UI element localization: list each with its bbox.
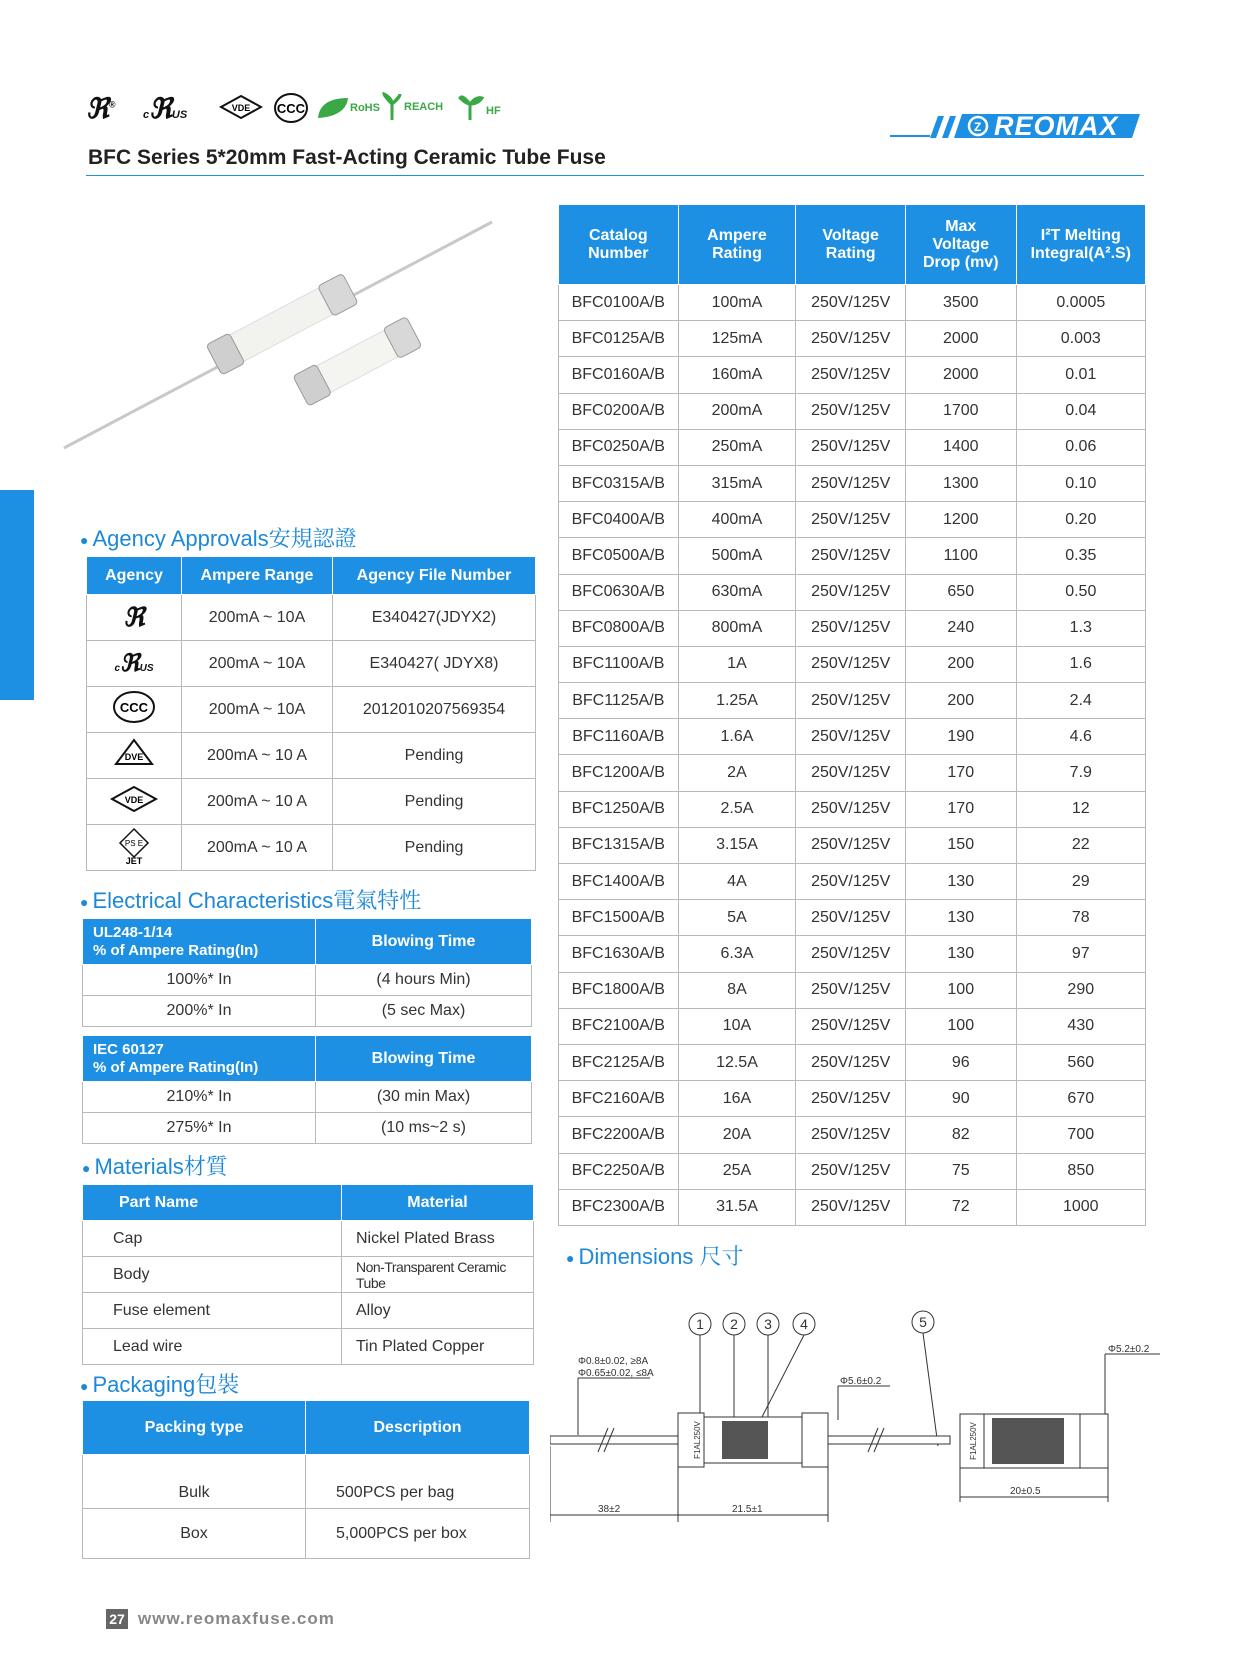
svg-text:REACH: REACH xyxy=(404,101,444,113)
cul-us-icon: cℜUS xyxy=(87,641,182,687)
svg-text:HF: HF xyxy=(486,105,501,117)
ul-icon: ℜ xyxy=(87,595,182,641)
svg-text:Z: Z xyxy=(974,120,982,134)
table-row: 200%* In (5 sec Max) xyxy=(83,996,532,1027)
header-drop: Max Voltage Drop (mv) xyxy=(905,205,1016,285)
table-row: Lead wire Tin Plated Copper xyxy=(83,1329,534,1365)
pse-jet-icon xyxy=(87,825,182,871)
agency-header-file: Agency File Number xyxy=(333,557,536,595)
table-row: BFC1160A/B 1.6A 250V/125V 190 4.6 xyxy=(559,719,1146,755)
table-row: BFC1400A/B 4A 250V/125V 130 29 xyxy=(559,864,1146,900)
svg-text:Φ0.8±0.02, ≥8A: Φ0.8±0.02, ≥8A xyxy=(578,1356,649,1367)
page-number: 27 xyxy=(106,1609,128,1629)
ul-blowing-table: UL248-1/14 % of Ampere Rating(In) Blowing Time 100%* In (4 hours Min) 200%* In (5 sec Max) xyxy=(82,918,532,1027)
agency-header-agency: Agency xyxy=(87,557,182,595)
hf-icon xyxy=(458,92,508,127)
table-row: Box 5,000PCS per box xyxy=(83,1509,530,1559)
table-row: BFC2300A/B 31.5A 250V/125V 72 1000 xyxy=(559,1189,1146,1225)
table-row: BFC2160A/B 16A 250V/125V 90 670 xyxy=(559,1081,1146,1117)
header-i2t: I²T Melting Integral(A².S) xyxy=(1016,205,1145,285)
table-row: BFC1100A/B 1A 250V/125V 200 1.6 xyxy=(559,646,1146,682)
svg-text:2: 2 xyxy=(730,1316,738,1332)
rohs-leaf-icon xyxy=(316,94,380,127)
header-catalog: Catalog Number xyxy=(559,205,679,285)
header-ampere: Ampere Rating xyxy=(678,205,796,285)
edge-tab xyxy=(0,490,34,700)
table-row: Fuse element Alloy xyxy=(83,1293,534,1329)
callout-1 xyxy=(689,1313,711,1335)
table-row: BFC0630A/B 630mA 250V/125V 650 0.50 xyxy=(559,574,1146,610)
svg-text:JET: JET xyxy=(125,856,143,865)
table-row: BFC0160A/B 160mA 250V/125V 2000 0.01 xyxy=(559,357,1146,393)
table-row: BFC1500A/B 5A 250V/125V 130 78 xyxy=(559,900,1146,936)
packaging-section-title: ● Packaging包裝 xyxy=(80,1372,240,1397)
materials-table: Part Name Material Cap Nickel Plated Brass Body Non-Transparent Ceramic Tube Fuse element Alloy Lead wire Tin Plated Copper xyxy=(82,1184,534,1365)
table-row: Body Non-Transparent Ceramic Tube xyxy=(83,1257,534,1293)
reach-icon xyxy=(382,92,450,127)
svg-text:20±0.5: 20±0.5 xyxy=(1010,1486,1041,1497)
svg-text:F1AL250V: F1AL250V xyxy=(969,1422,978,1460)
dimensions-section-title: ● Dimensions 尺寸 xyxy=(566,1244,744,1269)
table-row: BFC2200A/B 20A 250V/125V 82 700 xyxy=(559,1117,1146,1153)
table-row: VDE 200mA ~ 10 A Pending xyxy=(87,779,536,825)
table-row: 275%* In (10 ms~2 s) xyxy=(83,1113,532,1144)
ul-icon: ℜ® xyxy=(86,93,116,124)
svg-text:3: 3 xyxy=(764,1316,772,1332)
product-photo xyxy=(62,210,502,460)
svg-text:21.5±1: 21.5±1 xyxy=(732,1504,763,1515)
table-row: BFC0250A/B 250mA 250V/125V 1400 0.06 xyxy=(559,429,1146,465)
svg-text:DVE: DVE xyxy=(124,752,144,762)
svg-text:38±2: 38±2 xyxy=(598,1504,621,1515)
svg-text:CCC: CCC xyxy=(119,700,149,715)
agency-section-title: ● Agency Approvals安規認證 xyxy=(80,526,357,551)
callout-4 xyxy=(793,1313,815,1335)
header-voltage: Voltage Rating xyxy=(796,205,906,285)
table-row: ℜ 200mA ~ 10A E340427(JDYX2) xyxy=(87,595,536,641)
brand-logo xyxy=(890,110,1140,140)
svg-text:F1AL250V: F1AL250V xyxy=(693,1421,702,1459)
table-row: BFC1315A/B 3.15A 250V/125V 150 22 xyxy=(559,827,1146,863)
agency-table xyxy=(86,556,536,871)
callout-5 xyxy=(912,1311,934,1333)
iec-blowing-table: IEC 60127 % of Ampere Rating(In) Blowing Time 210%* In (30 min Max) 275%* In (10 ms~2 s) xyxy=(82,1035,532,1144)
table-row: DVE 200mA ~ 10 A Pending xyxy=(87,733,536,779)
table-row: BFC0315A/B 315mA 250V/125V 1300 0.10 xyxy=(559,465,1146,501)
ratings-table xyxy=(558,204,1146,1226)
svg-text:1: 1 xyxy=(696,1316,704,1332)
ccc-icon xyxy=(87,687,182,733)
callout-2 xyxy=(723,1313,745,1335)
table-row: BFC2250A/B 25A 250V/125V 75 850 xyxy=(559,1153,1146,1189)
table-row: BFC0100A/B 100mA 250V/125V 3500 0.0005 xyxy=(559,285,1146,321)
svg-text:Φ5.2±0.2: Φ5.2±0.2 xyxy=(1108,1344,1150,1355)
vde-icon xyxy=(87,779,182,825)
svg-text:VDE: VDE xyxy=(124,795,144,805)
table-row: BFC1630A/B 6.3A 250V/125V 130 97 xyxy=(559,936,1146,972)
table-row: 100%* In (4 hours Min) xyxy=(83,965,532,996)
certification-logos xyxy=(86,90,526,126)
svg-text:Φ0.65±0.02, ≤8A: Φ0.65±0.02, ≤8A xyxy=(578,1368,654,1379)
svg-text:4: 4 xyxy=(800,1316,808,1332)
table-row: CCC 200mA ~ 10A 2012010207569354 xyxy=(87,687,536,733)
svg-text:PS E: PS E xyxy=(124,839,144,848)
svg-text:CCC: CCC xyxy=(276,101,306,116)
svg-text:Φ5.6±0.2: Φ5.6±0.2 xyxy=(840,1376,882,1387)
table-row: Cap Nickel Plated Brass xyxy=(83,1221,534,1257)
vde-icon xyxy=(219,94,263,125)
dimension-drawing xyxy=(550,1290,1180,1560)
callout-3 xyxy=(757,1313,779,1335)
table-row: PS E JET 200mA ~ 10 A Pending xyxy=(87,825,536,871)
electrical-section-title: ● Electrical Characteristics電氣特性 xyxy=(80,888,422,913)
table-row: BFC0400A/B 400mA 250V/125V 1200 0.20 xyxy=(559,502,1146,538)
table-row: BFC0200A/B 200mA 250V/125V 1700 0.04 xyxy=(559,393,1146,429)
ccc-icon xyxy=(273,92,309,129)
table-row: 210%* In (30 min Max) xyxy=(83,1082,532,1113)
table-row: BFC2125A/B 12.5A 250V/125V 96 560 xyxy=(559,1044,1146,1080)
packaging-table: Packing type Description Bulk 500PCS per bag Box 5,000PCS per box xyxy=(82,1400,530,1559)
table-row: BFC1200A/B 2A 250V/125V 170 7.9 xyxy=(559,755,1146,791)
table-row: cℜUS 200mA ~ 10A E340427( JDYX8) xyxy=(87,641,536,687)
table-row: BFC2100A/B 10A 250V/125V 100 430 xyxy=(559,1008,1146,1044)
svg-text:VDE: VDE xyxy=(231,103,251,113)
materials-section-title: ● Materials材質 xyxy=(82,1154,228,1179)
svg-text:RoHS: RoHS xyxy=(350,102,380,114)
table-row: BFC1800A/B 8A 250V/125V 100 290 xyxy=(559,972,1146,1008)
brand-name: REOMAX xyxy=(994,111,1119,141)
page-title: BFC Series 5*20mm Fast-Acting Ceramic Tube Fuse xyxy=(88,146,606,169)
title-rule xyxy=(86,175,1144,176)
footer-url[interactable]: www.reomaxfuse.com xyxy=(138,1609,335,1628)
table-row: BFC1250A/B 2.5A 250V/125V 170 12 xyxy=(559,791,1146,827)
agency-header-range: Ampere Range xyxy=(182,557,333,595)
table-row: BFC0800A/B 800mA 250V/125V 240 1.3 xyxy=(559,610,1146,646)
table-row: BFC1125A/B 1.25A 250V/125V 200 2.4 xyxy=(559,683,1146,719)
table-row: BFC0125A/B 125mA 250V/125V 2000 0.003 xyxy=(559,321,1146,357)
svg-text:5: 5 xyxy=(919,1314,927,1330)
table-row: Bulk 500PCS per bag xyxy=(83,1455,530,1509)
dve-icon xyxy=(87,733,182,779)
cul-us-icon: cℜUS xyxy=(143,93,188,124)
table-row: BFC0500A/B 500mA 250V/125V 1100 0.35 xyxy=(559,538,1146,574)
